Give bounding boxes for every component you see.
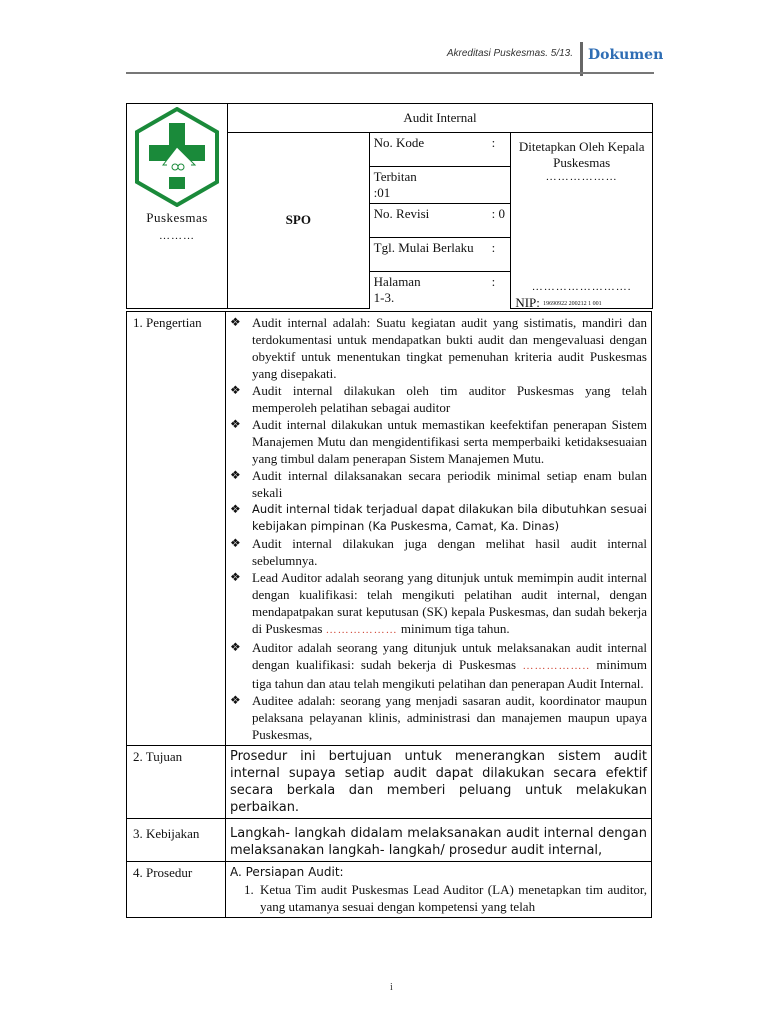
- nip: [515, 295, 601, 311]
- page-number: i: [390, 982, 393, 993]
- list-item: ❖ Audit internal dilakukan juga dengan melihat hasil audit internal sebelumnya.: [230, 536, 647, 568]
- header-divider: [580, 42, 583, 76]
- diamond-bullet-icon: ❖: [230, 570, 241, 584]
- signature-dots: …………………….: [531, 281, 632, 293]
- header-subtitle: Akreditasi Puskesmas. 5/13.: [446, 48, 573, 59]
- approval-title: Ditetapkan Oleh Kepala Puskesmas: [518, 139, 645, 170]
- diamond-bullet-icon: ❖: [230, 417, 241, 431]
- list-item: ❖ Audit internal dilaksanakan secara periodik minimal setiap enam bulan sekali: [230, 468, 647, 500]
- field-label: Terbitan: [373, 169, 417, 184]
- field-value: : 0: [491, 206, 506, 221]
- row-label-kebijakan: 3. Kebijakan: [127, 819, 226, 862]
- list-item: ❖ Auditee adalah: seorang yang menjadi sasaran audit, koordinator maupun pelaksana pelayanan klinis, administrasi dan manajemen maupun upaya Puskesmas,: [230, 693, 647, 742]
- dots-placeholder: ……………..: [522, 660, 590, 672]
- field-no-revisi: [369, 204, 511, 238]
- tujuan-content: Prosedur ini bertujuan untuk menerangkan sistem audit internal supaya setiap audit dapat dilakukan secara efektif secara berkala dan memberi peluang untuk melakukan perbaikan.: [226, 746, 652, 819]
- field-no-kode: [369, 133, 511, 167]
- field-label: No. Kode: [373, 135, 425, 150]
- field-value: :: [491, 240, 496, 255]
- diamond-bullet-icon: ❖: [230, 383, 241, 397]
- spo-header-table: [126, 103, 653, 309]
- approval-cell: [511, 133, 653, 309]
- field-label: Halaman: [373, 274, 421, 289]
- row-label-pengertian: 1. Pengertian: [127, 312, 226, 746]
- field-terbitan: [369, 167, 511, 204]
- content-table: [126, 311, 652, 918]
- logo-caption: Puskesmas: [146, 210, 208, 225]
- diamond-bullet-icon: ❖: [230, 640, 241, 654]
- diamond-bullet-icon: ❖: [230, 315, 241, 329]
- list-item: ❖ Audit internal tidak terjadual dapat dilakukan bila dibutuhkan sesuai kebijakan pimpinan (Ka Puskesma, Camat, Ka. Dinas): [230, 502, 647, 533]
- field-value: : 1-3.: [373, 274, 496, 305]
- pengertian-content: [226, 312, 652, 746]
- spo-label: SPO: [228, 133, 370, 309]
- list-item: ❖ Lead Auditor adalah seorang yang ditunjuk untuk memimpin audit internal dengan kualifikasi: telah mengikuti pelatihan audit internal, dengan mendapatpakan surat keputusan (SK) kepala Puskesmas, dan sudah bekerja di Puskesmas ……………… minimum tiga tahun.: [230, 569, 647, 639]
- diamond-bullet-icon: ❖: [230, 693, 241, 707]
- diamond-bullet-icon: ❖: [230, 536, 241, 550]
- nip-number: 19690922 200212 1 001: [543, 301, 602, 308]
- list-item: ❖ Audit internal dilakukan oleh tim auditor Puskesmas yang telah memperoleh pelatihan sebagai auditor: [230, 383, 647, 415]
- logo-cell: [127, 104, 228, 309]
- dots-placeholder: ………………: [325, 624, 398, 636]
- diamond-bullet-icon: ❖: [230, 468, 241, 482]
- document-title: Audit Internal: [228, 104, 653, 133]
- header-rule: [126, 72, 654, 74]
- field-halaman: [369, 272, 511, 309]
- nip-label: NIP:: [515, 295, 540, 310]
- field-label: Tgl. Mulai Berlaku: [373, 240, 474, 255]
- list-item: ❖ Audit internal dilakukan untuk memastikan keefektifan penerapan Sistem Manajemen Mutu dan mengidentifikasi serta memperbaiki ketidaksesuaian yang timbul dalam penerapan Sistem Manajemen Mutu.: [230, 417, 647, 466]
- list-item: ❖ Audit internal adalah: Suatu kegiatan audit yang sistimatis, mandiri dan terdokumentasi untuk mendapatkan bukti audit dan mengevaluasi dengan obyektif untuk menentukan tingkat pemenuhan kriteria audit Puskesmas yang disepakati.: [230, 315, 647, 381]
- logo-dots: ………: [159, 230, 195, 242]
- prosedur-content: [226, 862, 652, 918]
- approval-dots: ………………: [545, 171, 618, 183]
- field-tgl-mulai: [369, 238, 511, 272]
- puskesmas-logo-icon: [133, 107, 221, 207]
- list-item: 1. Ketua Tim audit Puskesmas Lead Auditor (LA) menetapkan tim auditor, yang utamanya sesuai dengan kompetensi yang telah: [244, 882, 647, 914]
- row-label-prosedur: 4. Prosedur: [127, 862, 226, 918]
- kebijakan-content: Langkah- langkah didalam melaksanakan audit internal dengan melaksanakan langkah- langkah/ prosedur audit internal,: [226, 819, 652, 862]
- field-value: :01: [373, 185, 391, 200]
- field-value: :: [491, 135, 496, 150]
- row-label-tujuan: 2. Tujuan: [127, 746, 226, 819]
- field-label: No. Revisi: [373, 206, 430, 221]
- prosedur-heading: A. Persiapan Audit:: [230, 865, 344, 879]
- header-dokumen: Dokumen: [588, 47, 664, 63]
- diamond-bullet-icon: ❖: [230, 502, 241, 516]
- list-item: ❖ Auditor adalah seorang yang ditunjuk untuk melaksanakan audit internal dengan kualifikasi: sudah bekerja di Puskesmas …………….. minimum tiga tahun dan atau telah mengikuti pelatihan dan penerapan Audit Internal.: [230, 640, 647, 691]
